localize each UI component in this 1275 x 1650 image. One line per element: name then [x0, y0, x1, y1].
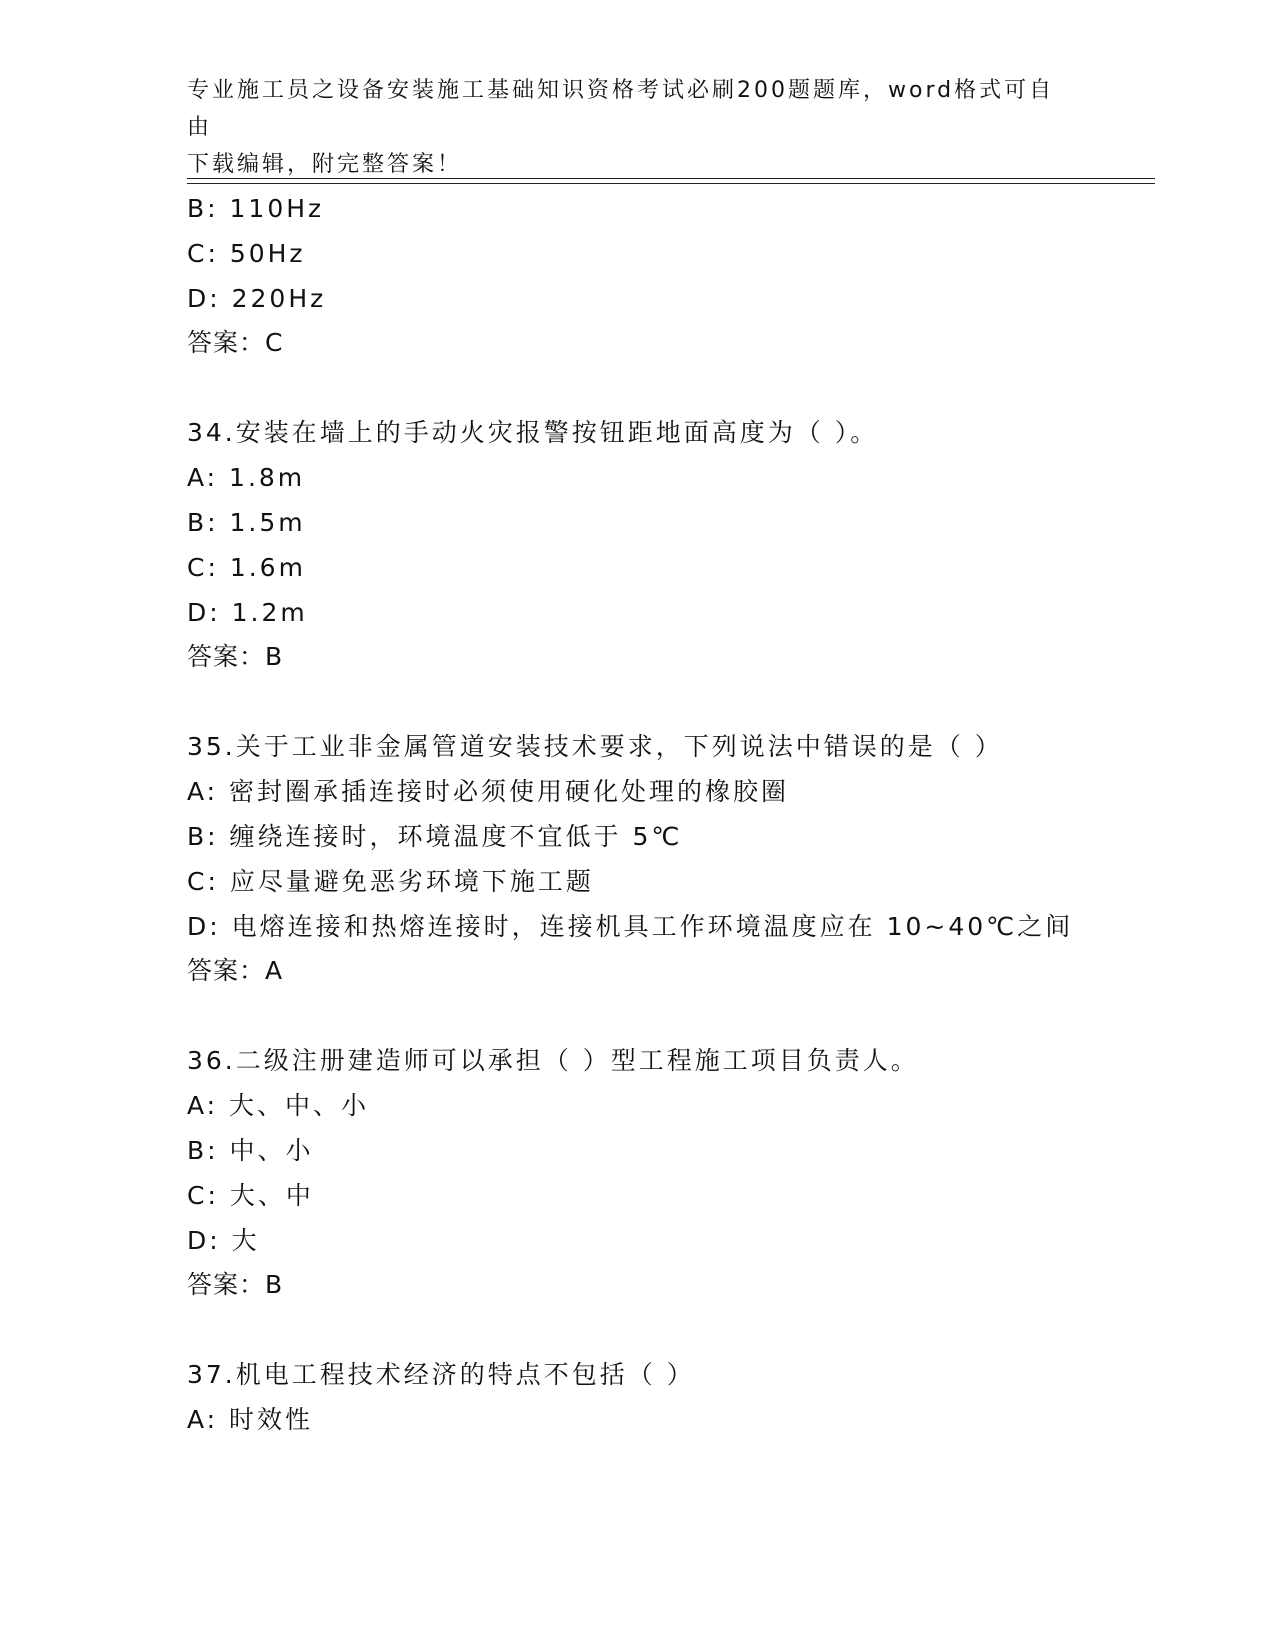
question-line: 36.二级注册建造师可以承担（ ）型工程施工项目负责人。	[187, 1046, 919, 1075]
answer-line: 答案：A	[187, 956, 284, 985]
header-divider-bottom	[187, 183, 1155, 184]
option-line: A: 时效性	[187, 1405, 314, 1434]
question-line: 35.关于工业非金属管道安装技术要求，下列说法中错误的是（ ）	[187, 732, 1003, 761]
option-line: D: 1.2m	[187, 598, 308, 627]
option-line: A: 大、中、小	[187, 1091, 370, 1120]
header-title-line-2: 下载编辑，附完整答案！	[187, 152, 463, 177]
option-line: B: 中、小	[187, 1136, 314, 1165]
option-line: C: 大、中	[187, 1181, 314, 1210]
option-line: C: 应尽量避免恶劣环境下施工题	[187, 867, 594, 896]
header-title-line-1: 专业施工员之设备安装施工基础知识资格考试必刷200题题库，word格式可自由	[187, 78, 1055, 140]
document-header	[187, 72, 1067, 183]
option-line: D: 电熔连接和热熔连接时，连接机具工作环境温度应在 10~40℃之间	[187, 912, 1074, 941]
option-line: C: 50Hz	[187, 239, 306, 268]
option-line: A: 1.8m	[187, 463, 306, 492]
option-line: B: 110Hz	[187, 194, 325, 223]
answer-line: 答案：C	[187, 328, 284, 357]
question-line: 34.安装在墙上的手动火灾报警按钮距地面高度为（ ）。	[187, 418, 879, 447]
option-line: C: 1.6m	[187, 553, 306, 582]
option-line: D: 大	[187, 1226, 260, 1255]
option-line: A: 密封圈承插连接时必须使用硬化处理的橡胶圈	[187, 777, 790, 806]
answer-line: 答案：B	[187, 642, 284, 671]
answer-line: 答案：B	[187, 1270, 284, 1299]
option-line: D: 220Hz	[187, 284, 327, 313]
question-line: 37.机电工程技术经济的特点不包括（ ）	[187, 1360, 695, 1389]
option-line: B: 缠绕连接时，环境温度不宜低于 5℃	[187, 822, 683, 851]
option-line: B: 1.5m	[187, 508, 306, 537]
header-divider-top	[187, 178, 1155, 179]
